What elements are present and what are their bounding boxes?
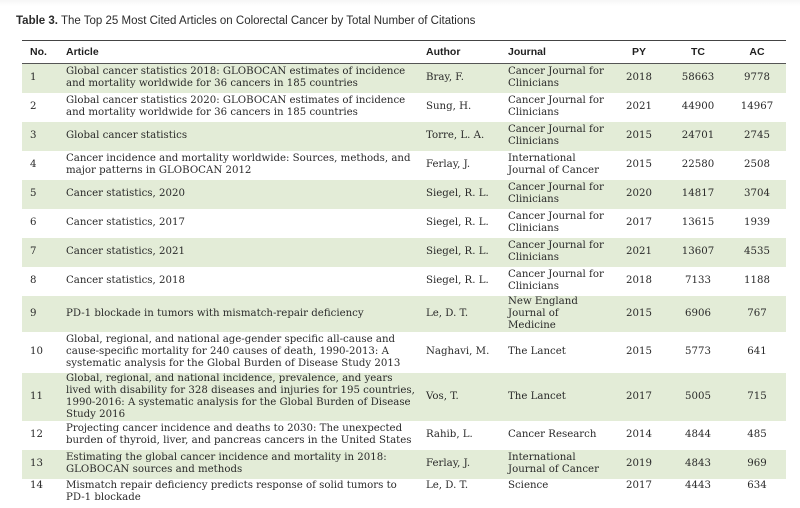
table-row bbox=[22, 296, 786, 332]
cell-py: 2017 bbox=[626, 390, 652, 402]
cell-author: Le, D. T. bbox=[426, 479, 469, 491]
table-row bbox=[22, 93, 786, 122]
cell-article: Global, regional, and national age-gender specific all-cause and cause-specific mortality for 240 causes of death, 1990-2013: A systematic analysis for the Global Burden of Disease Study 2013 bbox=[66, 334, 401, 369]
cell-no: 13 bbox=[30, 458, 43, 469]
table-row bbox=[22, 209, 786, 238]
cell-journal: International Journal of Cancer bbox=[508, 153, 599, 176]
cell-tc: 24701 bbox=[681, 130, 715, 141]
cell-article: Global cancer statistics 2020: GLOBOCAN estimates of incidence and mortality worldwide for 36 cancers in 185 countries bbox=[66, 95, 406, 118]
cell-author: Vos, T. bbox=[426, 390, 459, 402]
cell-py: 2015 bbox=[626, 307, 652, 319]
cell-article: Global cancer statistics 2018: GLOBOCAN estimates of incidence and mortality worldwide for 36 cancers in 185 countries bbox=[66, 66, 406, 90]
cell-no: 3 bbox=[30, 130, 37, 141]
cell-article: Cancer statistics, 2021 bbox=[66, 246, 185, 257]
cell-tc: 5005 bbox=[685, 390, 711, 402]
cell-no: 1 bbox=[30, 72, 37, 84]
cell-no: 4 bbox=[30, 159, 37, 170]
cell-article: Cancer statistics, 2020 bbox=[66, 188, 185, 199]
cell-ac: 641 bbox=[747, 346, 767, 357]
cell-py: 2018 bbox=[626, 275, 652, 286]
cell-journal: Cancer Journal for Clinicians bbox=[508, 240, 604, 263]
cell-py: 2015 bbox=[626, 159, 652, 170]
cell-no: 5 bbox=[30, 188, 37, 199]
cell-article: Cancer incidence and mortality worldwide: Sources, methods, and major patterns in GLOBOCAN 2012 bbox=[66, 153, 411, 176]
cell-py: 2017 bbox=[626, 479, 652, 491]
header-no: No. bbox=[30, 46, 47, 58]
cell-py: 2015 bbox=[626, 346, 652, 357]
cell-ac: 969 bbox=[747, 458, 767, 469]
cell-ac: 1188 bbox=[744, 275, 770, 286]
cell-journal: Cancer Journal for Clinicians bbox=[508, 66, 604, 90]
cell-no: 10 bbox=[30, 346, 43, 357]
cell-journal: Science bbox=[508, 479, 549, 491]
cell-journal: Cancer Journal for Clinicians bbox=[508, 124, 604, 147]
cell-author: Siegel, R. L. bbox=[426, 246, 489, 257]
header-row bbox=[22, 41, 786, 64]
cell-article: Mismatch repair deficiency predicts response of solid tumors to PD-1 blockade bbox=[66, 479, 397, 503]
cell-journal: The Lancet bbox=[508, 390, 566, 402]
cell-no: 12 bbox=[30, 429, 43, 440]
header-py: PY bbox=[631, 46, 646, 58]
cell-author: Siegel, R. L. bbox=[426, 217, 489, 228]
cell-journal: The Lancet bbox=[508, 346, 566, 357]
cell-py: 2020 bbox=[626, 188, 652, 199]
cell-tc: 44900 bbox=[681, 101, 715, 112]
cell-ac: 9778 bbox=[744, 72, 770, 84]
cell-py: 2019 bbox=[626, 458, 652, 469]
cell-tc: 6906 bbox=[685, 307, 711, 319]
cell-tc: 58663 bbox=[681, 72, 715, 84]
cell-py: 2015 bbox=[626, 130, 652, 141]
cell-article: Cancer statistics, 2018 bbox=[66, 275, 185, 286]
table-row bbox=[22, 267, 786, 296]
cell-tc: 4443 bbox=[685, 479, 711, 491]
cell-author: Sung, H. bbox=[426, 101, 472, 112]
header-journal: Journal bbox=[508, 46, 546, 58]
cell-py: 2021 bbox=[626, 101, 652, 112]
cell-author: Le, D. T. bbox=[426, 307, 469, 319]
cell-journal: New England Journal of Medicine bbox=[508, 295, 578, 331]
cell-article: Global cancer statistics bbox=[66, 130, 188, 141]
cell-tc: 14817 bbox=[681, 188, 715, 199]
cell-ac: 715 bbox=[747, 390, 767, 402]
table-row bbox=[22, 373, 786, 421]
header-tc: TC bbox=[691, 46, 705, 58]
cell-author: Bray, F. bbox=[426, 72, 465, 84]
cell-ac: 14967 bbox=[740, 101, 774, 112]
cell-no: 8 bbox=[30, 275, 37, 286]
cell-journal: Cancer Journal for Clinicians bbox=[508, 95, 604, 118]
cell-author: Naghavi, M. bbox=[426, 346, 490, 357]
cell-author: Siegel, R. L. bbox=[426, 275, 489, 286]
citations-table bbox=[22, 40, 786, 508]
cell-ac: 2508 bbox=[744, 159, 770, 170]
cell-ac: 4535 bbox=[744, 246, 770, 257]
cell-author: Rahib, L. bbox=[426, 429, 473, 440]
cell-journal: Cancer Journal for Clinicians bbox=[508, 182, 604, 205]
cell-author: Ferlay, J. bbox=[426, 159, 471, 170]
cell-article: Global, regional, and national incidence, prevalence, and years lived with disability for 328 diseases and injuries for 195 countries, 1990-2016: A systematic analysis for the Global Burden of Disease Study 2016 bbox=[66, 372, 415, 420]
cell-py: 2017 bbox=[626, 217, 652, 228]
table-title: The Top 25 Most Cited Articles on Colorectal Cancer by Total Number of Citations bbox=[60, 15, 476, 27]
cell-journal: International Journal of Cancer bbox=[508, 452, 599, 475]
cell-ac: 1939 bbox=[744, 217, 770, 228]
cell-no: 2 bbox=[30, 101, 37, 112]
cell-no: 14 bbox=[30, 479, 43, 491]
cell-no: 11 bbox=[30, 390, 43, 402]
cell-tc: 13607 bbox=[681, 246, 715, 257]
cell-tc: 4843 bbox=[685, 458, 711, 469]
cell-ac: 767 bbox=[747, 307, 767, 319]
cell-no: 6 bbox=[30, 217, 37, 228]
cell-ac: 3704 bbox=[744, 188, 770, 199]
cell-tc: 7133 bbox=[685, 275, 711, 286]
cell-tc: 22580 bbox=[681, 159, 715, 170]
header-author: Author bbox=[426, 46, 461, 58]
cell-journal: Cancer Journal for Clinicians bbox=[508, 211, 604, 234]
table-row bbox=[22, 421, 786, 450]
cell-py: 2014 bbox=[626, 429, 652, 440]
table-row bbox=[22, 332, 786, 373]
table-row bbox=[22, 238, 786, 267]
cell-article: Estimating the global cancer incidence and mortality in 2018: GLOBOCAN sources and methods bbox=[66, 452, 387, 475]
table-label: Table 3. bbox=[16, 15, 58, 27]
cell-py: 2021 bbox=[626, 246, 652, 257]
cell-ac: 485 bbox=[747, 429, 767, 440]
cell-tc: 5773 bbox=[685, 346, 711, 357]
page-edge bbox=[0, 0, 800, 6]
cell-tc: 4844 bbox=[685, 429, 711, 440]
header-ac: AC bbox=[749, 46, 765, 58]
cell-article: PD-1 blockade in tumors with mismatch-repair deficiency bbox=[66, 307, 364, 319]
cell-no: 7 bbox=[30, 246, 37, 257]
cell-ac: 2745 bbox=[744, 130, 770, 141]
table-row bbox=[22, 64, 786, 93]
cell-article: Cancer statistics, 2017 bbox=[66, 217, 185, 228]
table-row bbox=[22, 450, 786, 479]
cell-tc: 13615 bbox=[681, 217, 715, 228]
header-article: Article bbox=[66, 46, 99, 58]
cell-article: Projecting cancer incidence and deaths to 2030: The unexpected burden of thyroid, liver, and pancreas cancers in the United States bbox=[66, 423, 412, 446]
cell-no: 9 bbox=[30, 307, 37, 319]
cell-journal: Cancer Journal for Clinicians bbox=[508, 269, 604, 292]
table-row bbox=[22, 151, 786, 180]
cell-author: Siegel, R. L. bbox=[426, 188, 489, 199]
table-row bbox=[22, 180, 786, 209]
cell-author: Ferlay, J. bbox=[426, 458, 471, 469]
cell-author: Torre, L. A. bbox=[426, 130, 485, 141]
table-row bbox=[22, 479, 786, 508]
cell-journal: Cancer Research bbox=[508, 429, 597, 440]
cell-ac: 634 bbox=[747, 479, 767, 491]
table-row bbox=[22, 122, 786, 151]
table-caption bbox=[16, 15, 786, 27]
cell-py: 2018 bbox=[626, 72, 652, 84]
